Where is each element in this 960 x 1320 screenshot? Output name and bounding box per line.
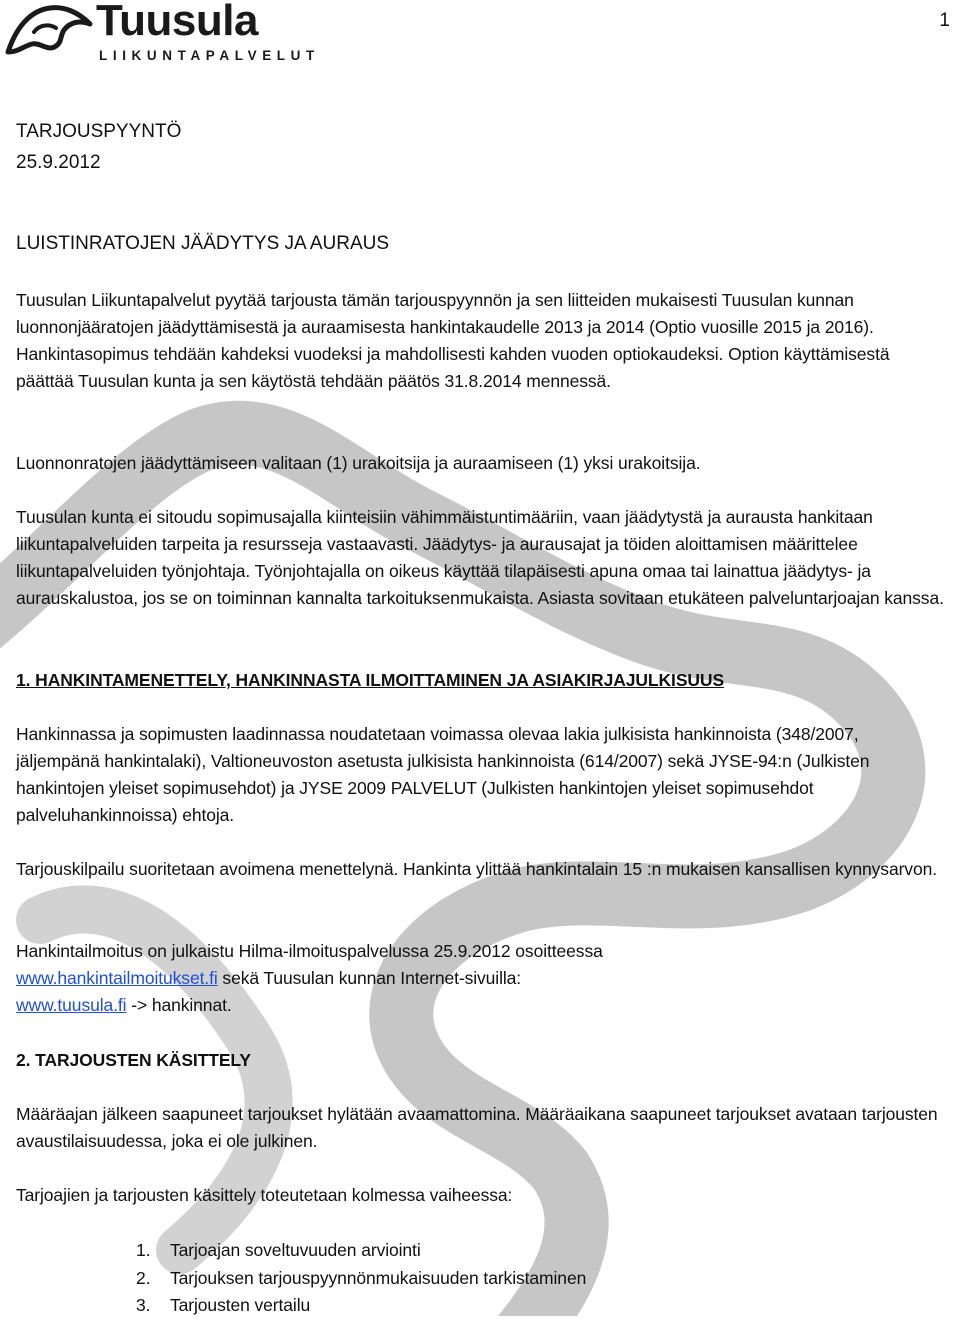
list-item: [136, 1265, 960, 1293]
hilma-text: Hankintailmoitus on julkaistu Hilma-ilmoituspalvelussa 25.9.2012 osoitteessa: [16, 941, 603, 961]
hankinnat-text: -> hankinnat.: [126, 995, 232, 1015]
logo-subtitle: LIIKUNTAPALVELUT: [99, 48, 320, 63]
section1-paragraph-1: Hankinnassa ja sopimusten laadinnassa noudatetaan voimassa olevaa lakia julkisista hankinnoista (348/2007, jäljempänä hankintalaki), Valtioneuvoston asetusta julkisista hankinnoista (614/2007) sekä JYSE-94:n (Julkisten hankintojen yleiset sopimusehdot) ja JYSE 2009 PALVELUT (Julkisten hankintojen yleiset sopimusehdot palveluhankinnoissa) ehtoja.: [16, 724, 870, 825]
selection-paragraph: Luonnonratojen jäädyttämiseen valitaan (1) urakoitsija ja auraamiseen (1) yksi urakoitsija.: [16, 453, 701, 473]
list-item-text: Tarjoajan soveltuvuuden arviointi: [170, 1240, 421, 1260]
processing-steps-list: [16, 1237, 946, 1320]
internet-text: sekä Tuusulan kunnan Internet-sivuilla:: [217, 968, 522, 988]
section2-paragraph-1: Määräajan jälkeen saapuneet tarjoukset hylätään avaamattomina. Määräaikana saapuneet tarjoukset avataan tarjousten avaustilaisuudessa, joka ei ole julkinen.: [16, 1104, 938, 1151]
logo-mark-icon: [4, 2, 96, 60]
document-title: TARJOUSPYYNTÖ: [16, 121, 182, 142]
section2-heading: 2. TARJOUSTEN KÄSITTELY: [16, 1050, 251, 1070]
list-item: [136, 1237, 960, 1265]
page-number: 1: [939, 10, 950, 31]
list-item-number: 2.: [136, 1267, 151, 1288]
list-item-number: 1.: [136, 1240, 151, 1260]
tuusula-logo: [4, 0, 320, 64]
section2-paragraph-2: Tarjoajien ja tarjousten käsittely toteutetaan kolmessa vaiheessa:: [16, 1185, 513, 1205]
main-heading: LUISTINRATOJEN JÄÄDYTYS JA AURAUS: [16, 233, 390, 254]
list-item-text: Tarjouksen tarjouspyynnönmukaisuuden tarkistaminen: [170, 1267, 587, 1288]
list-item-text: Tarjousten vertailu: [170, 1295, 311, 1315]
section1-heading: 1. HANKINTAMENETTELY, HANKINNASTA ILMOITTAMINEN JA ASIAKIRJAJULKISUUS: [16, 670, 725, 690]
logo-title: Tuusula: [96, 0, 258, 45]
list-item: [136, 1292, 960, 1320]
intro-paragraph: Tuusulan Liikuntapalvelut pyytää tarjousta tämän tarjouspyynnön ja sen liitteiden mukaisesti Tuusulan kunnan luonnonjääratojen jäädyttämisestä ja auraamisesta hankintakaudelle 2013 ja 2014 (Optio vuosille 2015 ja 2016). Hankintasopimus tehdään kahdeksi vuodeksi ja mahdollisesti kahden vuoden optiokaudeksi. Option käyttämisestä päättää Tuusulan kunta ja sen käytöstä tehdään päätös 31.8.2014 mennessä.: [16, 290, 890, 391]
list-item-number: 3.: [136, 1295, 151, 1315]
hankintailmoitukset-link[interactable]: www.hankintailmoitukset.fi: [16, 968, 218, 988]
section1-paragraph-2: Tarjouskilpailu suoritetaan avoimena menettelynä. Hankinta ylittää hankintalain 15 :n mukaisen kansallisen kynnysarvon.: [16, 859, 937, 879]
tuusula-link[interactable]: www.tuusula.fi: [16, 995, 127, 1015]
document-date: 25.9.2012: [16, 152, 101, 173]
commitment-paragraph: Tuusulan kunta ei sitoudu sopimusajalla kiinteisiin vähimmäistuntimääriin, vaan jäädytystä ja aurausta hankitaan liikuntapalveluiden tarpeita ja resursseja vastaavasti. Jäädytys- ja aurausajat ja töiden aloittamisen määrittelee liikuntapalveluiden työnjohtaja. Työnjohtajalla on oikeus käyttää tilapäisesti apuna omaa tai lainattua jäädytys- ja aurauskalustoa, jos se on toiminnan kannalta tarkoituksenmukaista. Asiasta sovitaan etukäteen palveluntarjoajan kanssa.: [16, 507, 944, 608]
section1-paragraph-3: [16, 938, 946, 1019]
